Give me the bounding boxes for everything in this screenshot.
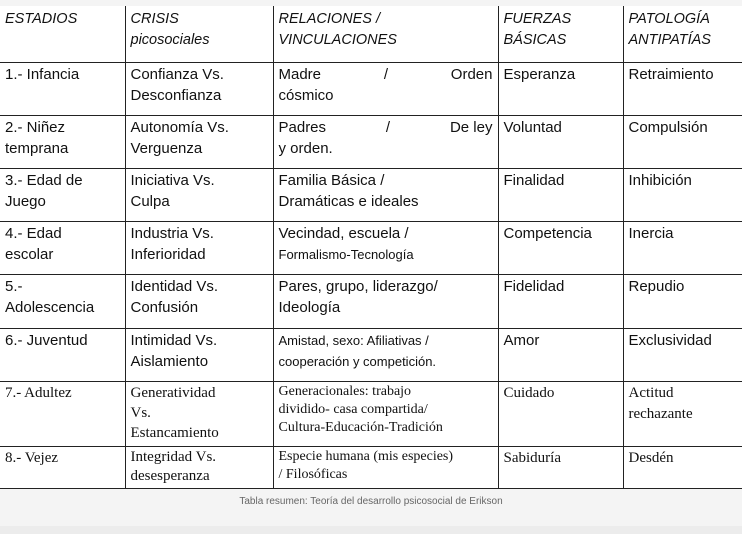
cell-fuerza: Competencia	[498, 222, 623, 275]
cell-relaciones: Pares, grupo, liderazgo/ Ideología	[273, 275, 498, 329]
cell-estadio: 2.- Niñez temprana	[0, 116, 125, 169]
cell-patologia: Repudio	[623, 275, 742, 329]
header-relaciones: RELACIONES / VINCULACIONES	[273, 6, 498, 63]
header-estadios: ESTADIOS	[0, 6, 125, 63]
cell-crisis: Iniciativa Vs. Culpa	[125, 169, 273, 222]
table-row	[0, 329, 742, 382]
cell-crisis: Industria Vs. Inferioridad	[125, 222, 273, 275]
cell-crisis: Integridad Vs. desesperanza	[125, 447, 273, 489]
cell-relaciones: Vecindad, escuela / Formalismo-Tecnología	[273, 222, 498, 275]
cell-crisis: Identidad Vs. Confusión	[125, 275, 273, 329]
header-patologia: PATOLOGÍA ANTIPATÍAS	[623, 6, 742, 63]
cell-relaciones: Madre / Orden cósmico	[273, 63, 498, 116]
cell-crisis: Intimidad Vs. Aislamiento	[125, 329, 273, 382]
cell-fuerza: Voluntad	[498, 116, 623, 169]
cell-estadio: 4.- Edad escolar	[0, 222, 125, 275]
erikson-stages-table	[0, 6, 742, 489]
cell-fuerza: Cuidado	[498, 382, 623, 447]
cell-fuerza: Sabiduría	[498, 447, 623, 489]
figure-caption: Tabla resumen: Teoría del desarrollo psicosocial de Erikson	[239, 496, 503, 507]
cell-patologia: Desdén	[623, 447, 742, 489]
table-row	[0, 116, 742, 169]
cell-crisis: Autonomía Vs. Verguenza	[125, 116, 273, 169]
cell-crisis: Generatividad Vs. Estancamiento	[125, 382, 273, 447]
header-crisis: CRISIS picosociales	[125, 6, 273, 63]
cell-patologia: Compulsión	[623, 116, 742, 169]
cell-estadio: 1.- Infancia	[0, 63, 125, 116]
cell-patologia: Exclusividad	[623, 329, 742, 382]
cell-fuerza: Esperanza	[498, 63, 623, 116]
table-row	[0, 222, 742, 275]
table-row	[0, 447, 742, 489]
cell-patologia: Retraimiento	[623, 63, 742, 116]
cell-patologia: Inercia	[623, 222, 742, 275]
table-row	[0, 382, 742, 447]
table-row	[0, 169, 742, 222]
cell-relaciones: Padres / De ley y orden.	[273, 116, 498, 169]
cell-patologia: Actitud rechazante	[623, 382, 742, 447]
header-row	[0, 6, 742, 63]
cell-estadio: 5.- Adolescencia	[0, 275, 125, 329]
cell-fuerza: Amor	[498, 329, 623, 382]
cell-estadio: 3.- Edad de Juego	[0, 169, 125, 222]
scanned-document	[0, 6, 742, 488]
cell-relaciones: Familia Básica / Dramáticas e ideales	[273, 169, 498, 222]
page-bottom-strip	[0, 526, 742, 534]
table-row	[0, 63, 742, 116]
header-fuerzas: FUERZAS BÁSICAS	[498, 6, 623, 63]
table-row	[0, 275, 742, 329]
cell-crisis: Confianza Vs. Desconfianza	[125, 63, 273, 116]
cell-estadio: 8.- Vejez	[0, 447, 125, 489]
cell-patologia: Inhibición	[623, 169, 742, 222]
cell-relaciones: Generacionales: trabajo dividido- casa compartida/ Cultura-Educación-Tradición	[273, 382, 498, 447]
cell-estadio: 6.- Juventud	[0, 329, 125, 382]
cell-fuerza: Finalidad	[498, 169, 623, 222]
cell-relaciones: Especie humana (mis especies) / Filosóficas	[273, 447, 498, 489]
cell-estadio: 7.- Adultez	[0, 382, 125, 447]
cell-relaciones: Amistad, sexo: Afiliativas / cooperación y competición.	[273, 329, 498, 382]
cell-fuerza: Fidelidad	[498, 275, 623, 329]
